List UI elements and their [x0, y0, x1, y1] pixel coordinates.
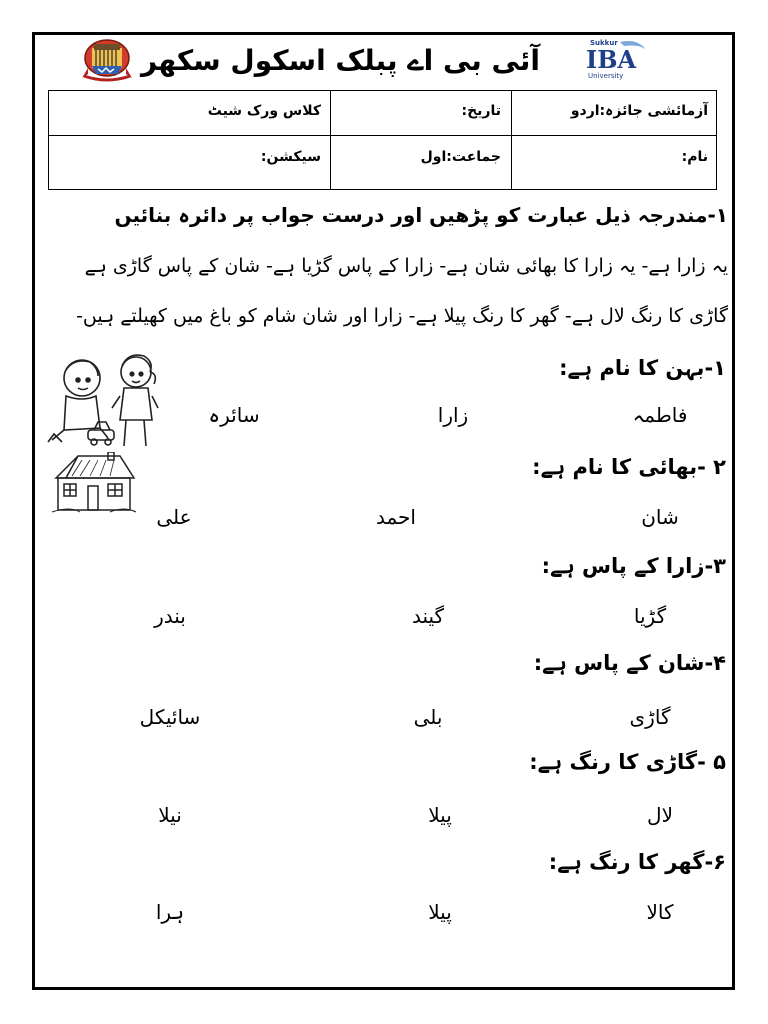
- section-field[interactable]: سیکشن:: [260, 149, 321, 165]
- school-title: آئی بی اے پبلک اسکول سکھر: [140, 44, 540, 77]
- subject-cell: آزمائشی جائزہ:اردو: [570, 103, 708, 119]
- student-info-table: [48, 90, 717, 190]
- q4-option-3[interactable]: سائیکل: [139, 705, 201, 729]
- q1-option-3[interactable]: سائرہ: [208, 403, 260, 427]
- q5-option-2[interactable]: پیلا: [428, 803, 452, 827]
- class-cell: جماعت:اول: [420, 149, 501, 165]
- q4-option-2[interactable]: بلی: [413, 705, 443, 729]
- q2-option-3[interactable]: علی: [156, 505, 192, 529]
- question-6: ۶-گھر کا رنگ ہے:: [548, 850, 726, 874]
- question-4: ۴-شان کے پاس ہے:: [533, 651, 726, 675]
- q1-option-1[interactable]: فاطمہ: [632, 403, 688, 427]
- q4-option-1[interactable]: گاڑی: [629, 705, 671, 729]
- q6-option-1[interactable]: کالا: [646, 900, 674, 924]
- q2-option-1[interactable]: شان: [641, 505, 679, 529]
- q6-option-2[interactable]: پیلا: [428, 900, 452, 924]
- children-playing-illustration: [44, 350, 164, 450]
- logo-sukkur-text: Sukkur: [590, 39, 618, 47]
- iba-university-logo: [580, 34, 652, 82]
- worksheet-label: کلاس ورک شیٹ: [207, 103, 321, 119]
- question-3: ۳-زارا کے پاس ہے:: [541, 554, 726, 578]
- question-5: ۵ -گاڑی کا رنگ ہے:: [529, 750, 726, 774]
- q1-option-2[interactable]: زارا: [437, 403, 469, 427]
- q2-option-2[interactable]: احمد: [376, 505, 416, 529]
- instruction-heading: ۱-مندرجہ ذیل عبارت کو پڑھیں اور درست جواب پر دائرہ بنائیں: [114, 203, 728, 227]
- q5-option-1[interactable]: لال: [647, 803, 673, 827]
- logo-university-text: University: [588, 72, 624, 80]
- q5-option-3[interactable]: نیلا: [158, 803, 182, 827]
- name-field[interactable]: نام:: [681, 149, 708, 165]
- school-crest-logo: [74, 38, 140, 82]
- q3-option-3[interactable]: بندر: [154, 604, 186, 628]
- passage-line-2: گاڑی کا رنگ لال ہے- گھر کا رنگ پیلا ہے- زارا اور شان شام کو باغ میں کھیلتے ہیں-: [76, 305, 728, 327]
- q3-option-2[interactable]: گیند: [411, 604, 445, 628]
- logo-iba-text: IBA: [586, 45, 637, 74]
- question-2: ۲ -بھائی کا نام ہے:: [532, 455, 726, 479]
- date-field[interactable]: تاریخ:: [461, 103, 501, 119]
- q6-option-3[interactable]: ہرا: [155, 900, 185, 924]
- q3-option-1[interactable]: گڑیا: [633, 604, 667, 628]
- passage-line-1: یہ زارا ہے- یہ زارا کا بھائی شان ہے- زارا کے پاس گڑیا ہے- شان کے پاس گاڑی ہے: [84, 255, 728, 277]
- question-1: ۱-بہن کا نام ہے:: [559, 356, 726, 380]
